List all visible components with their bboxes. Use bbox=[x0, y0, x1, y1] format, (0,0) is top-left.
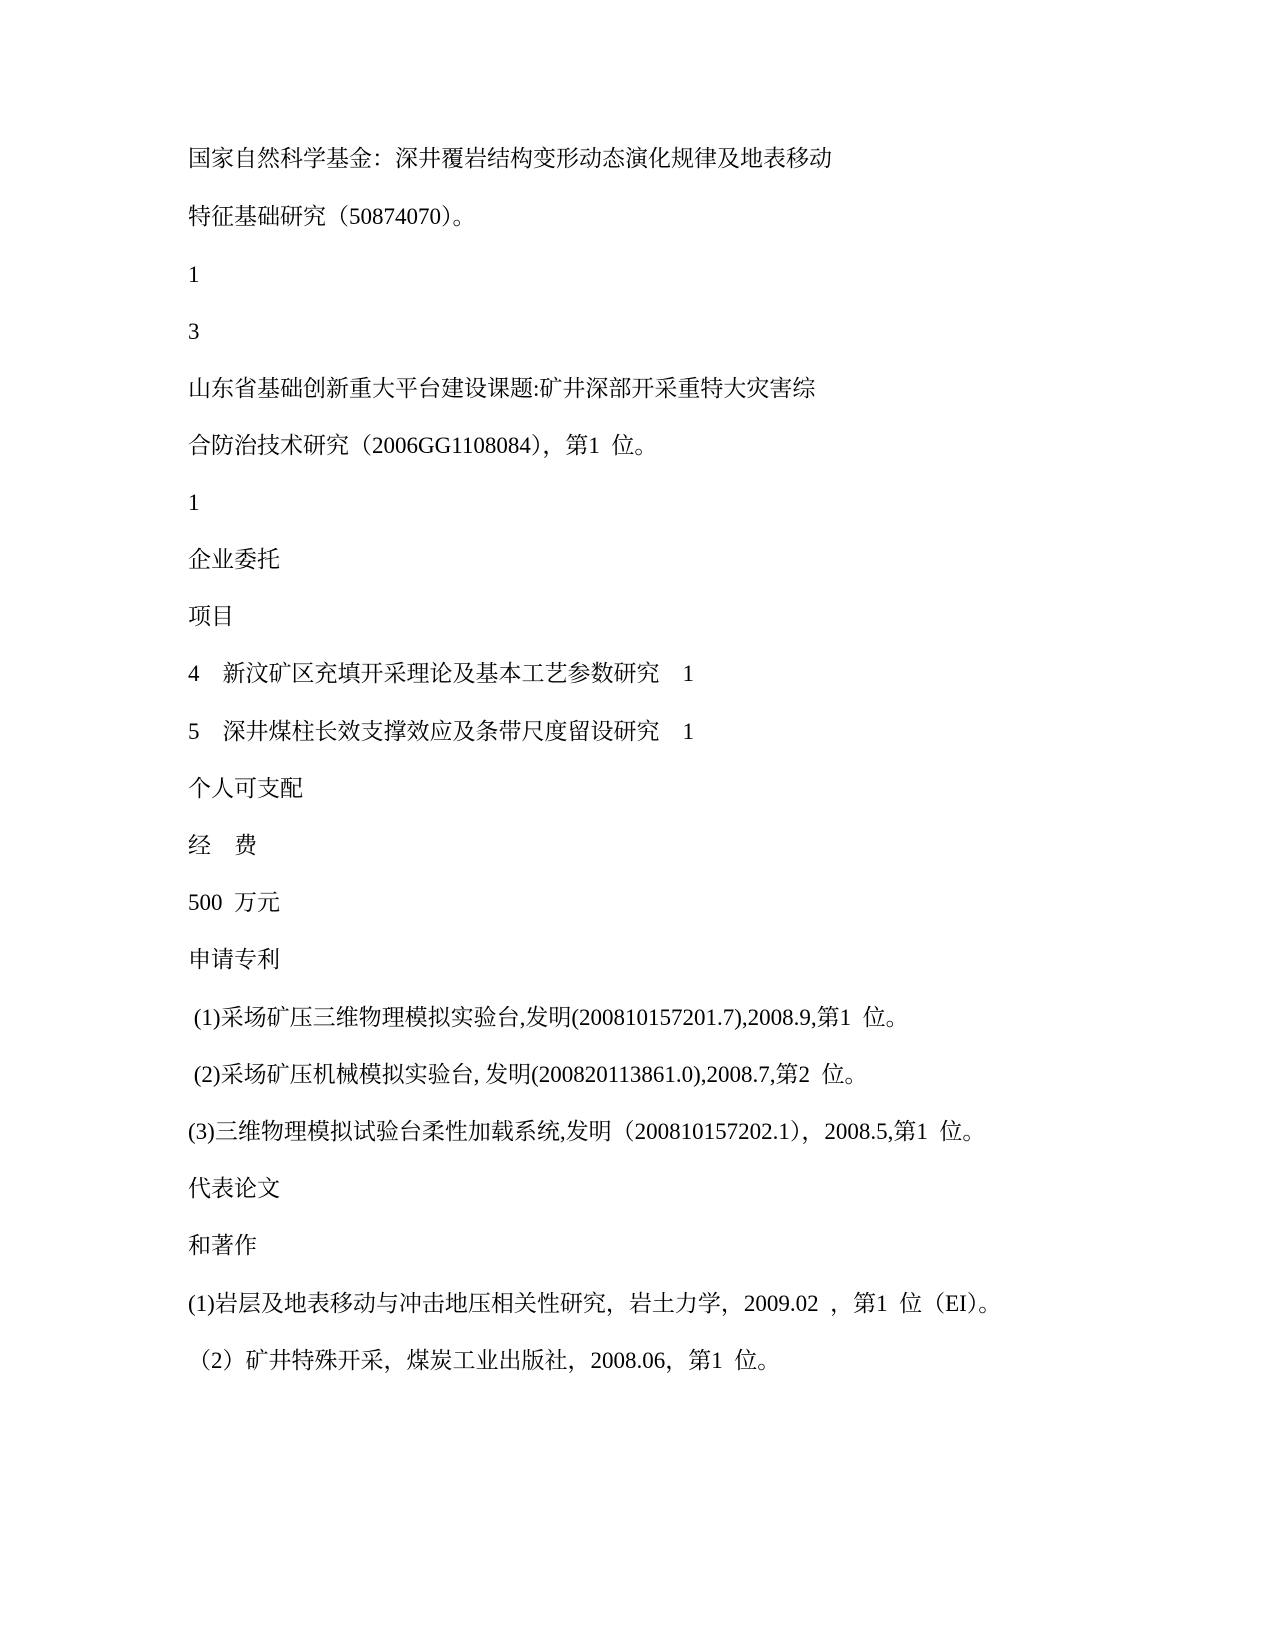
section-label-funds: 经 费 bbox=[188, 833, 257, 858]
section-label-enterprise: 企业委托 bbox=[188, 547, 280, 572]
patent-item-1: (1)采场矿压三维物理模拟实验台,发明(200810157201.7),2008.9,第1 位。 bbox=[188, 1005, 909, 1030]
section-label-works: 和著作 bbox=[188, 1233, 257, 1258]
section-label-papers: 代表论文 bbox=[188, 1176, 280, 1201]
funding-nsfc-line-1: 国家自然科学基金：深井覆岩结构变形动态演化规律及地表移动 bbox=[188, 146, 832, 171]
section-label-personal-funds: 个人可支配 bbox=[188, 776, 303, 801]
funding-nsfc-line-2: 特征基础研究（50874070）。 bbox=[188, 204, 476, 229]
project-row-5: 5 深井煤柱长效支撑效应及条带尺度留设研究 1 bbox=[188, 719, 694, 744]
section-label-patents: 申请专利 bbox=[188, 947, 280, 972]
funding-shandong-line-2: 合防治技术研究（2006GG1108084），第1 位。 bbox=[188, 433, 658, 458]
patent-item-2: (2)采场矿压机械模拟实验台, 发明(200820113861.0),2008.7,第2 位。 bbox=[188, 1062, 868, 1087]
paper-item-1: (1)岩层及地表移动与冲击地压相关性研究，岩土力学，2009.02 ，第1 位（EI）。 bbox=[188, 1291, 1002, 1316]
paper-item-2: （2）矿井特殊开采，煤炭工业出版社，2008.06，第1 位。 bbox=[188, 1348, 781, 1373]
count-value: 1 bbox=[188, 490, 200, 515]
count-value: 1 bbox=[188, 262, 200, 287]
patent-item-3: (3)三维物理模拟试验台柔性加载系统,发明（200810157202.1），2008.5,第1 位。 bbox=[188, 1119, 986, 1144]
row-number: 3 bbox=[188, 319, 200, 344]
section-label-projects: 项目 bbox=[188, 604, 234, 629]
funds-amount: 500 万元 bbox=[188, 890, 280, 915]
project-row-4: 4 新汶矿区充填开采理论及基本工艺参数研究 1 bbox=[188, 661, 694, 686]
funding-shandong-line-1: 山东省基础创新重大平台建设课题:矿井深部开采重特大灾害综 bbox=[188, 376, 816, 401]
